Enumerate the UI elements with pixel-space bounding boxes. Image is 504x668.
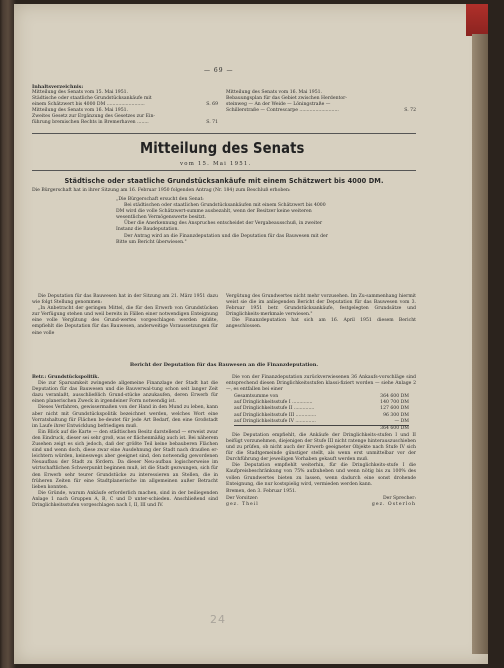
table-total: 364 600 DM [380,425,409,431]
document-page [14,4,488,664]
contents-heading: Inhaltsverzeichnis: [32,84,84,90]
paragraph: Die von der Finanzdeputation zurückverwiesenen 36 Ankaufs-vorschläge sind entsprechend diesen Dringlichkeitsstufen klassi-fiziert worden — siehe Anlage 2 —, es entfallen bei einer [226,375,416,393]
contents-entry: einem Schätzwert bis 4000 DM .......................... S. 69 [32,102,218,108]
contents-entry: Schillerstraße — Contrescarpe ........................... S. 72 [226,108,416,114]
signature-right: Der Sprecher: gez. Osterloh [371,495,416,507]
contents-entry: Mitteilung des Senats vom 16. Mai 1951. [32,108,129,114]
paragraph: Vergütung des Grundwertes nicht mehr vorzusehen. Im Zu-sammenhang hiermit weist sie die im anliegenden Bericht der Deputation für das Bauwesen vom 3. Februar 1951 betr. Grundstücksankäufe, festgelegten Grundsätze und Dringlichkeits-merkmale verwiesen." [226,294,416,318]
page-number: — 69 — [204,67,234,74]
intro-paragraph: Die Bürgerschaft hat in ihrer Sitzung am 16. Februar 1950 folgenden Antrag (Nr. 184) zum Beschluß erhoben: [32,188,291,193]
quote-paragraph: Der Antrag wird an die Finanzdeputation und die Deputation für das Bauwesen mit der Bitte um Bericht überwiesen." [116,233,328,245]
document-date: vom 15. Mai 1951. [180,161,252,167]
cost-table [234,394,409,432]
divider-rule [32,133,416,134]
contents-right [226,90,416,114]
paragraph: Die Deputation empfiehlt, die Ankäufe der Dringlichkeits-stufen I und II beifügt vorzunehmen, diejenigen der Stufe III nicht ratenge hinterauszuschieben und zu prüfen, ob nicht auch der Erwerb geeigneter Objekte nach Stufe IV sich für die Stadtgemeinde günstiger stellt, als wenn erst unmittelbar vor der Durchführung der jeweiligen Vorhaben gekauft werden muß. [226,432,416,463]
report-left-column [32,375,218,509]
table-row: auf Dringlichkeitsstufe IV .............. — DM [234,419,409,426]
paragraph: Die Finanzdeputation hat sich am 16. April 1951 diesem Bericht angeschlossen. [226,318,416,330]
paragraph: „In Anbetracht der geringen Mittel, die für den Erwerb von Grundstücken zur Verfügung stehen und weil bereits in Fällen einer notwendigen Enteignung eine volle Vergütung des Grund-wertes vorgeschlagen werden müßte, empfiehlt die Deputation für das Bauwesen, anderweitige Voraussetzungen für eine volle [32,306,218,336]
section-headline: Städtische oder staatliche Grundstücksankäufe mit einem Schätzwert bis 4000 DM. [64,177,384,185]
table-row: auf Dringlichkeitsstufe III .............. 96 300 DM [234,412,409,418]
document-title: Mitteilung des Senats [140,139,305,157]
paragraph: Die Deputation für das Bauwesen hat in der Sitzung am 21. März 1951 dazu wie folgt Stellung genommen: [32,294,218,306]
quote-line: „Die Bürgerschaft ersucht den Senat: [116,197,204,202]
contents-entry: Zweites Gesetz zur Ergänzung des Gesetzes zur Ein- [32,114,155,120]
archive-stamp: 24 [210,613,226,626]
contents-entry: Bebauungsplan für das Gebiet zwischen Herdentor- [226,96,347,102]
paragraph: Die zur Sparsamkeit zwingende allgemeine Finanzlage der Stadt hat die Deputation für das Bauwesen und die Bauverwal-tung schon seit langer Zeit dazu veranlaßt, ausschließlich Grund-stücke anzukaufen, deren Erwerb für einen planerischen Zweck in irgendeiner Form notwendig ist. [32,381,218,405]
report-right-column [226,375,416,508]
signatures [226,496,416,508]
quote-paragraph: Über die Anerkennung des Anspruches entscheidet der Vergabeausschuß, in zweiter Instanz die Baudeputation. [116,221,323,233]
page-content [32,4,476,664]
contents-entry: steinweg — An der Weide — Löningstraße — [226,102,331,108]
contents-entry: Städtische oder staatliche Grundstücksankäufe mit [32,96,152,102]
paragraph: Ein Blick auf die Karte — den städtischen Besitz darstellend — erweist zwar den Eindruck, dieser sei sehr groß, was er flächenmäßig auch ist. Bei näherem Zusehen zeigt es sich jedoch, daß der größte Teil keine bebauberen Flächen sind und wenn doch, diese zwar eine Ausdehnung der Stadt nach draußen er-leichtern würden, keineswegs aber geeignet sind, den notwendig gewordenen Neuaufbau der Stadt zu fördern. Da dieser Neu-aufbau logischerweise im wirtschaftlichen Schwerpunkt beginnen muß, ist die Stadt gezwungen, sich für den Erwerb sehr teurer Grundstücke zu interessieren an Stellen, die in früheren Zeiten für eine Stadtplanerische im allgemeinen außer Betracht lieben konnten. [32,429,218,490]
motion-quote [116,197,330,246]
report-heading: Bericht der Deputation für das Bauwesen an die Finanzdeputation. [129,362,319,368]
paragraph: Dieses Verfahren, gewissermaßen von der Hand in den Mund zu leben, kann aber nicht mit Grundstückspolitik bezeichnet werden, welches Wort eine Vorratshaltung für Flächen be-deutet für jede Art Bedarf, den eine Großstadt im Laufe ihrer Entwicklung befriedigen muß. [32,405,218,429]
statement-right-column [226,294,416,331]
paragraph: Die Gründe, warum Ankäufe erforderlich machen, sind in der beiliegenden Anlage 1 nach Gruppen A, B, C und D unter-schieden. Anschließend sind Dringlichkeitsstufen vorgeschlagen nach I, II, III und IV. [32,490,218,508]
place-date: Bremen, den 3. Februar 1951. [226,488,297,494]
contents-entry: führung bremischen Rechts in Bremerhaven ........ S. 71 [32,120,218,126]
statement-left-column [32,294,218,337]
divider-rule [32,170,416,171]
paragraph: Die Deputation empfiehlt weiterhin, für die Dringlichkeits-stufe I die Kaufpreisbeschränkung von 75% aufzuheben und wenn nötig bis zu 100% des vollen Grundwertes bieten zu lassen, wenn dadurch eine sonst drohende Enteignung, die nur kostspielig wird, vermieden werden kann. [226,463,416,487]
table-row: auf Dringlichkeitsstufe II .............. 127 600 DM [234,406,409,412]
contents-left [32,90,218,127]
contents-entry: Mitteilung des Senats vom 16. Mai 1951. [226,90,323,95]
table-row: auf Dringlichkeitsstufe I .............. 140 700 DM [234,400,409,406]
report-subject: Betr.: Grundstückspolitik. [32,375,100,380]
contents-entry: Mitteilung des Senats vom 15. Mai 1951. [32,90,129,95]
table-row: Gesamtsumme von 364 600 DM [234,394,409,400]
signature-left: Der Vorsitzer: gez. Theil [226,495,259,507]
quote-paragraph: Bei städtischen oder staatlichen Grundstücksankäufen mit einem Schätzwert bis 4000 DM wird die volle Schätzwert-summe ausbezahlt, wenn der Besitzer keine weiteren wesentlichen Vermögenswerte besitzt. [116,203,326,221]
